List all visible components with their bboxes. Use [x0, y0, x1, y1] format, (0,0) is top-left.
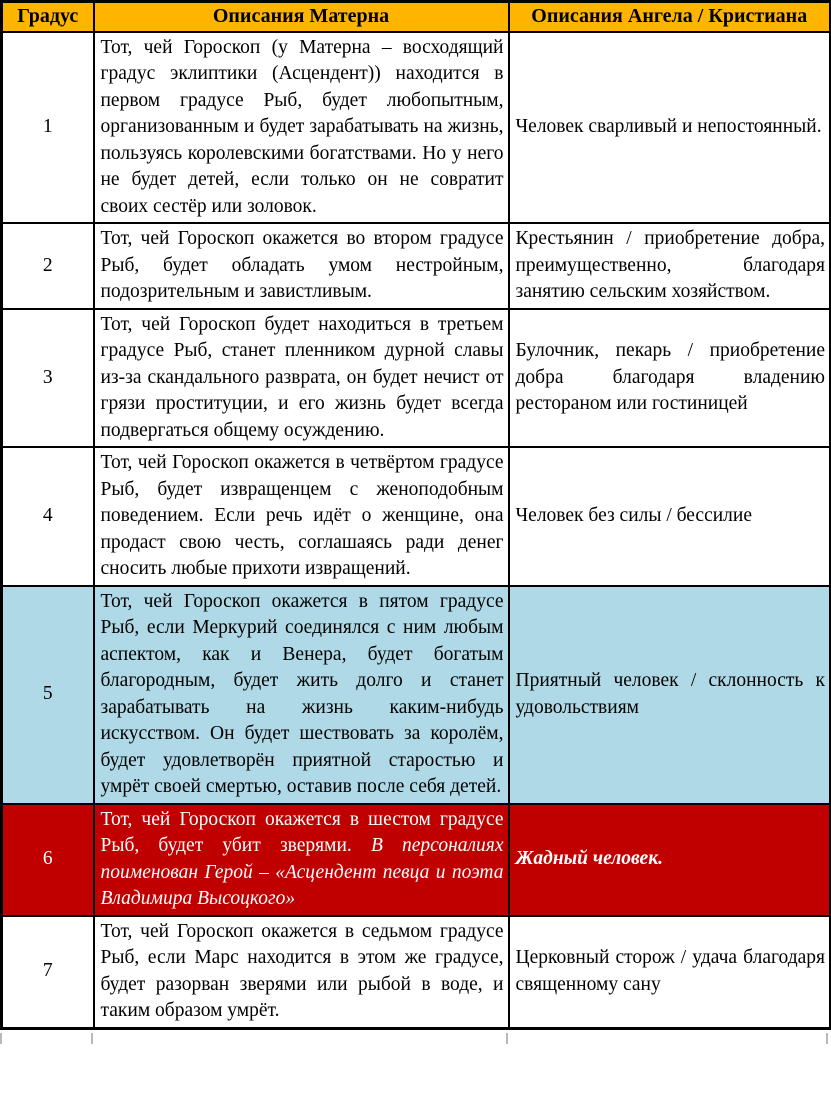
materna-description-cell	[94, 586, 509, 804]
angel-description-cell: Человек без силы / бессилие	[509, 447, 831, 586]
table-row	[2, 586, 831, 804]
materna-description-cell	[94, 804, 509, 916]
materna-text: Тот, чей Гороскоп окажется в четвёртом градусе Рыб, будет извращенцем с женоподобным поведением. Если речь идёт о женщине, она продаст свою честь, соглашаясь ради денег сносить любые прихоти извращений.	[100, 452, 504, 579]
degree-cell: 6	[2, 804, 94, 916]
angel-description-cell: Церковный сторож / удача благодаря священному сану	[509, 916, 831, 1029]
angel-description-cell: Крестьянин / приобретение добра, преимущественно, благодаря занятию сельским хозяйством.	[509, 223, 831, 309]
materna-text: Тот, чей Гороскоп окажется в пятом градусе Рыб, если Меркурий соединялся с ним любым аспектом, как и Венера, будет богатым благородным, будет жить долго и станет зарабатывать на жизнь каким-нибудь искусством. Он будет шествовать за королём, будет удовлетворён приятной старостью и умрёт своей смертью, оставив после себя детей.	[100, 590, 504, 797]
materna-description-cell	[94, 32, 509, 224]
column-divider-line	[91, 1033, 93, 1044]
degree-cell: 4	[2, 447, 94, 586]
header-degree: Градус	[2, 2, 94, 32]
materna-description-cell	[94, 447, 509, 586]
materna-text-italic: В персоналиях поименован Герой – «Асцендент певца и поэта Владимира Высоцкого»	[100, 835, 504, 909]
column-divider-line	[0, 1033, 2, 1044]
header-angel: Описания Ангела / Кристиана	[509, 2, 831, 32]
column-divider-line	[506, 1033, 508, 1044]
angel-description-cell: Булочник, пекарь / приобретение добра благодаря владению рестораном или гостиницей	[509, 309, 831, 448]
column-divider-line	[826, 1033, 828, 1044]
materna-text: Тот, чей Гороскоп будет находиться в третьем градусе Рыб, станет пленником дурной славы из-за скандального разврата, он будет нечист от грязи проституции, и его жизнь будет всегда подвергаться общему осуждению.	[100, 313, 504, 441]
degree-cell: 7	[2, 916, 94, 1029]
degree-cell: 3	[2, 309, 94, 448]
materna-text: Тот, чей Гороскоп окажется во втором градусе Рыб, будет обладать умом нестройным, подозрительным и завистливым.	[100, 228, 504, 302]
materna-text: Тот, чей Гороскоп окажется в шестом градусе Рыб, будет убит зверями.	[100, 808, 504, 856]
materna-description-cell	[94, 223, 509, 309]
materna-text: Тот, чей Гороскоп окажется в седьмом градусе Рыб, если Марс находится в этом же градусе, будет разорван зверями или рыбой в воде, и таким образом умрёт.	[100, 920, 504, 1021]
degree-cell: 2	[2, 223, 94, 309]
degree-cell: 1	[2, 32, 94, 224]
header-materna: Описания Матерна	[94, 2, 509, 32]
degree-cell: 5	[2, 586, 94, 804]
table-row	[2, 223, 831, 309]
header-row	[2, 2, 831, 32]
table-body	[2, 32, 831, 1029]
materna-text: Тот, чей Гороскоп (у Матерна – восходящий градус эклиптики (Асцендент)) находится в первом градусе Рыб, будет любопытным, организованным и будет зарабатывать на жизнь, пользуясь королевскими богатствами. Но у него не будет детей, если только он не совратит своих сестёр или золовок.	[100, 36, 504, 217]
angel-description-cell: Жадный человек.	[509, 804, 831, 916]
angel-description-cell: Приятный человек / склонность к удовольствиям	[509, 586, 831, 804]
table-row	[2, 309, 831, 448]
next-row-partial	[0, 1030, 829, 1044]
table-row	[2, 916, 831, 1029]
table-row	[2, 804, 831, 916]
table-row	[2, 447, 831, 586]
materna-description-cell	[94, 916, 509, 1029]
table-row	[2, 32, 831, 224]
angel-description-cell: Человек сварливый и непостоянный.	[509, 32, 831, 224]
materna-description-cell	[94, 309, 509, 448]
